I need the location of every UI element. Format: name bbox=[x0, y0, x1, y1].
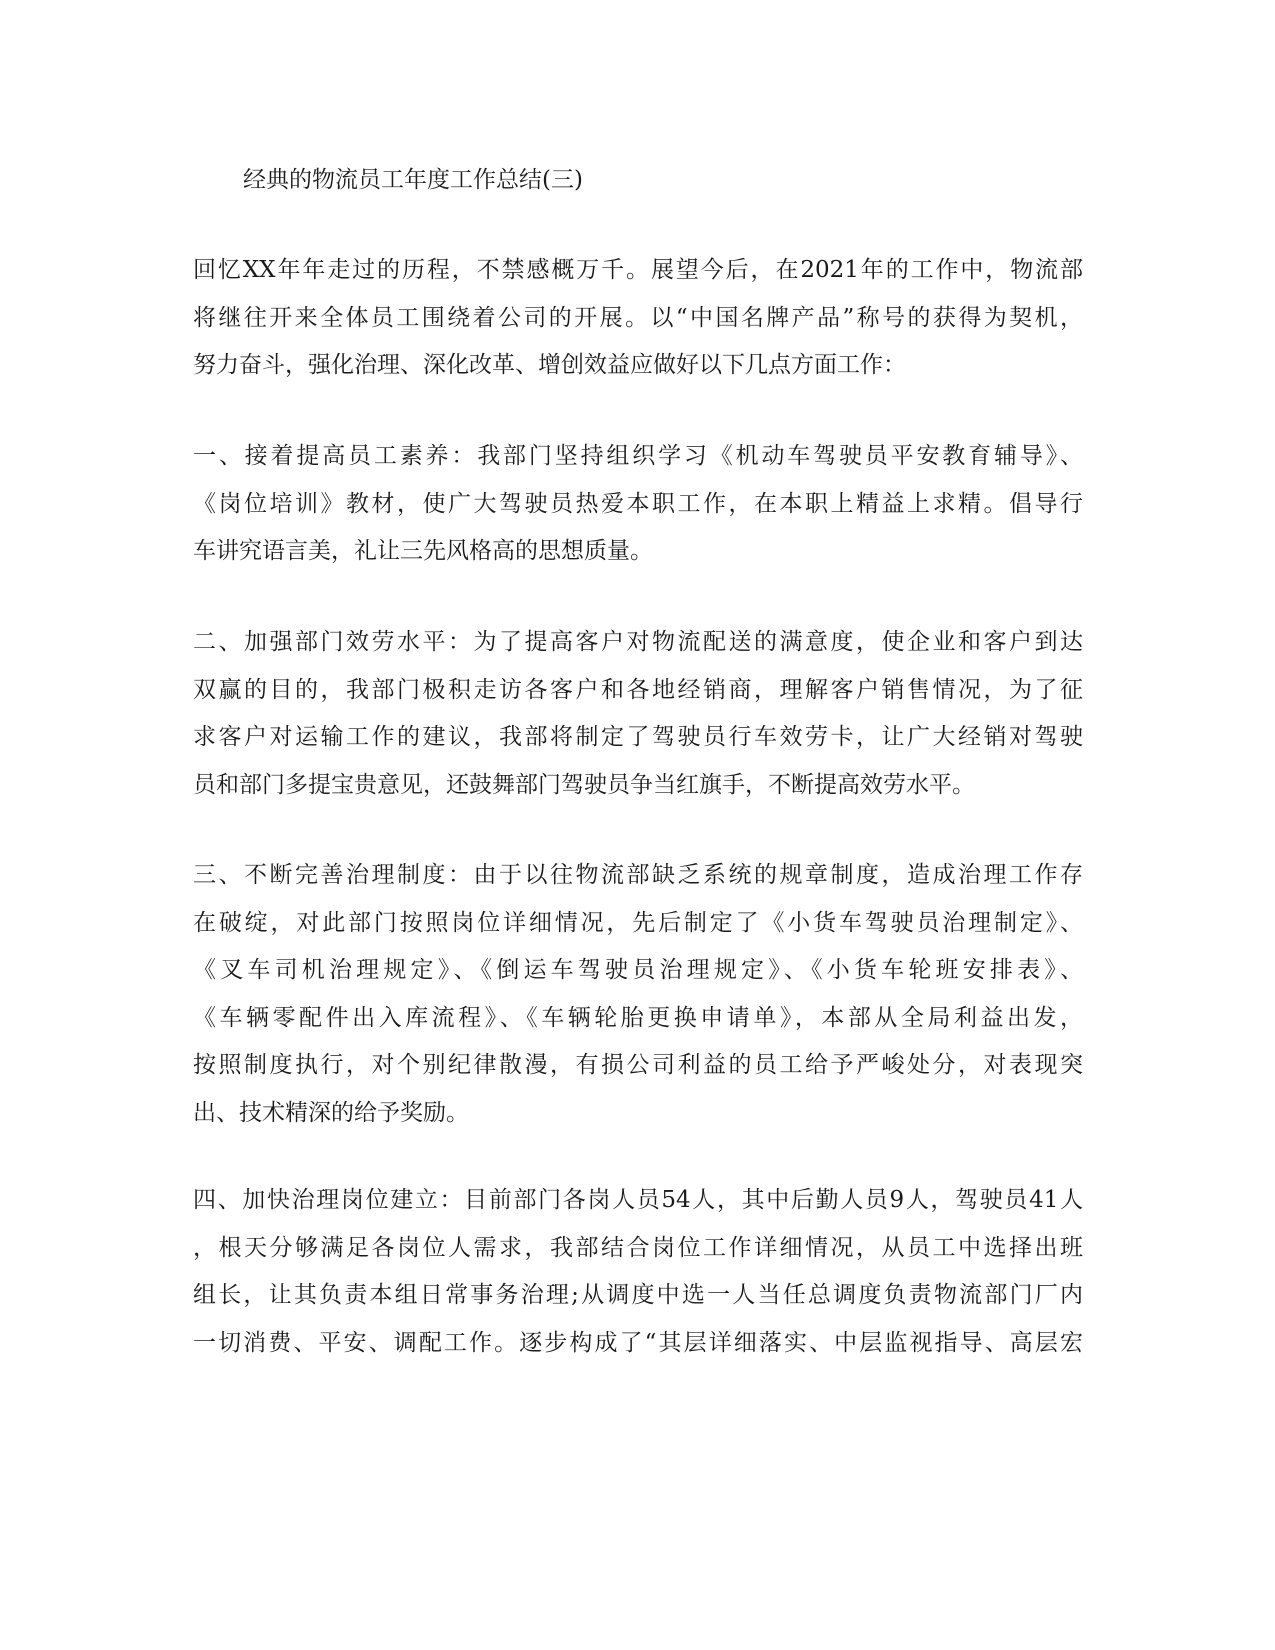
paragraph-section-1 bbox=[193, 433, 1083, 576]
paragraph-line: 《岗位培训》教材，使广大驾驶员热爱本职工作，在本职上精益上求精。倡导行 bbox=[193, 490, 1083, 517]
paragraph-line: 按照制度执行，对个别纪律散漫，有损公司利益的员工给予严峻处分，对表现突 bbox=[193, 1052, 1083, 1078]
paragraph-line: 二、加强部门效劳水平：为了提高客户对物流配送的满意度，使企业和客户到达 bbox=[193, 629, 1083, 655]
paragraph-line: 回忆XX年年走过的历程，不禁感概万千。展望今后，在2021年的工作中，物流部 bbox=[193, 257, 1083, 283]
paragraph-line: 《叉车司机治理规定》、《倒运车驾驶员治理规定》、《小货车轮班安排表》、 bbox=[193, 957, 1083, 983]
paragraph-line: 求客户对运输工作的建议，我部将制定了驾驶员行车效劳卡，让广大经销对驾驶 bbox=[193, 724, 1083, 750]
paragraph-section-4 bbox=[193, 1177, 1083, 1367]
paragraph-line: 双赢的目的，我部门极积走访各客户和各地经销商，理解客户销售情况，为了征 bbox=[193, 676, 1083, 703]
paragraph-line: 车讲究语言美，礼让三先风格高的思想质量。 bbox=[193, 538, 653, 564]
paragraph-line: 《车辆零配件出入库流程》、《车辆轮胎更换申请单》，本部从全局利益出发， bbox=[193, 1004, 1083, 1031]
paragraph-section-2 bbox=[193, 619, 1083, 809]
paragraph-intro bbox=[193, 247, 1083, 390]
paragraph-line: 将继往开来全体员工围绕着公司的开展。以“中国名牌产品”称号的获得为契机， bbox=[193, 304, 1083, 331]
paragraph-line: 一、接着提高员工素养：我部门坚持组织学习《机动车驾驶员平安教育辅导》、 bbox=[193, 443, 1083, 469]
document-title: 经典的物流员工年度工作总结(三) bbox=[243, 167, 583, 193]
paragraph-line: 在破绽，对此部门按照岗位详细情况，先后制定了《小货车驾驶员治理制定》、 bbox=[193, 909, 1083, 936]
paragraph-line: 四、加快治理岗位建立：目前部门各岗人员54人，其中后勤人员9人，驾驶员41人 bbox=[193, 1187, 1083, 1213]
paragraph-line: 三、不断完善治理制度：由于以往物流部缺乏系统的规章制度，造成治理工作存 bbox=[193, 862, 1083, 888]
paragraph-line: 一切消费、平安、调配工作。逐步构成了“其层详细落实、中层监视指导、高层宏 bbox=[193, 1329, 1083, 1356]
paragraph-line: 努力奋斗，强化治理、深化改革、增创效益应做好以下几点方面工作： bbox=[193, 352, 906, 378]
paragraph-line: ，根天分够满足各岗位人需求，我部结合岗位工作详细情况，从员工中选择出班 bbox=[193, 1234, 1083, 1261]
paragraph-section-3 bbox=[193, 852, 1083, 1137]
paragraph-line: 出、技术精深的给予奖励。 bbox=[193, 1099, 469, 1126]
paragraph-line: 员和部门多提宝贵意见，还鼓舞部门驾驶员争当红旗手，不断提高效劳水平。 bbox=[193, 771, 975, 798]
paragraph-line: 组长，让其负责本组日常事务治理;从调度中选一人当任总调度负责物流部门厂内 bbox=[193, 1282, 1083, 1308]
